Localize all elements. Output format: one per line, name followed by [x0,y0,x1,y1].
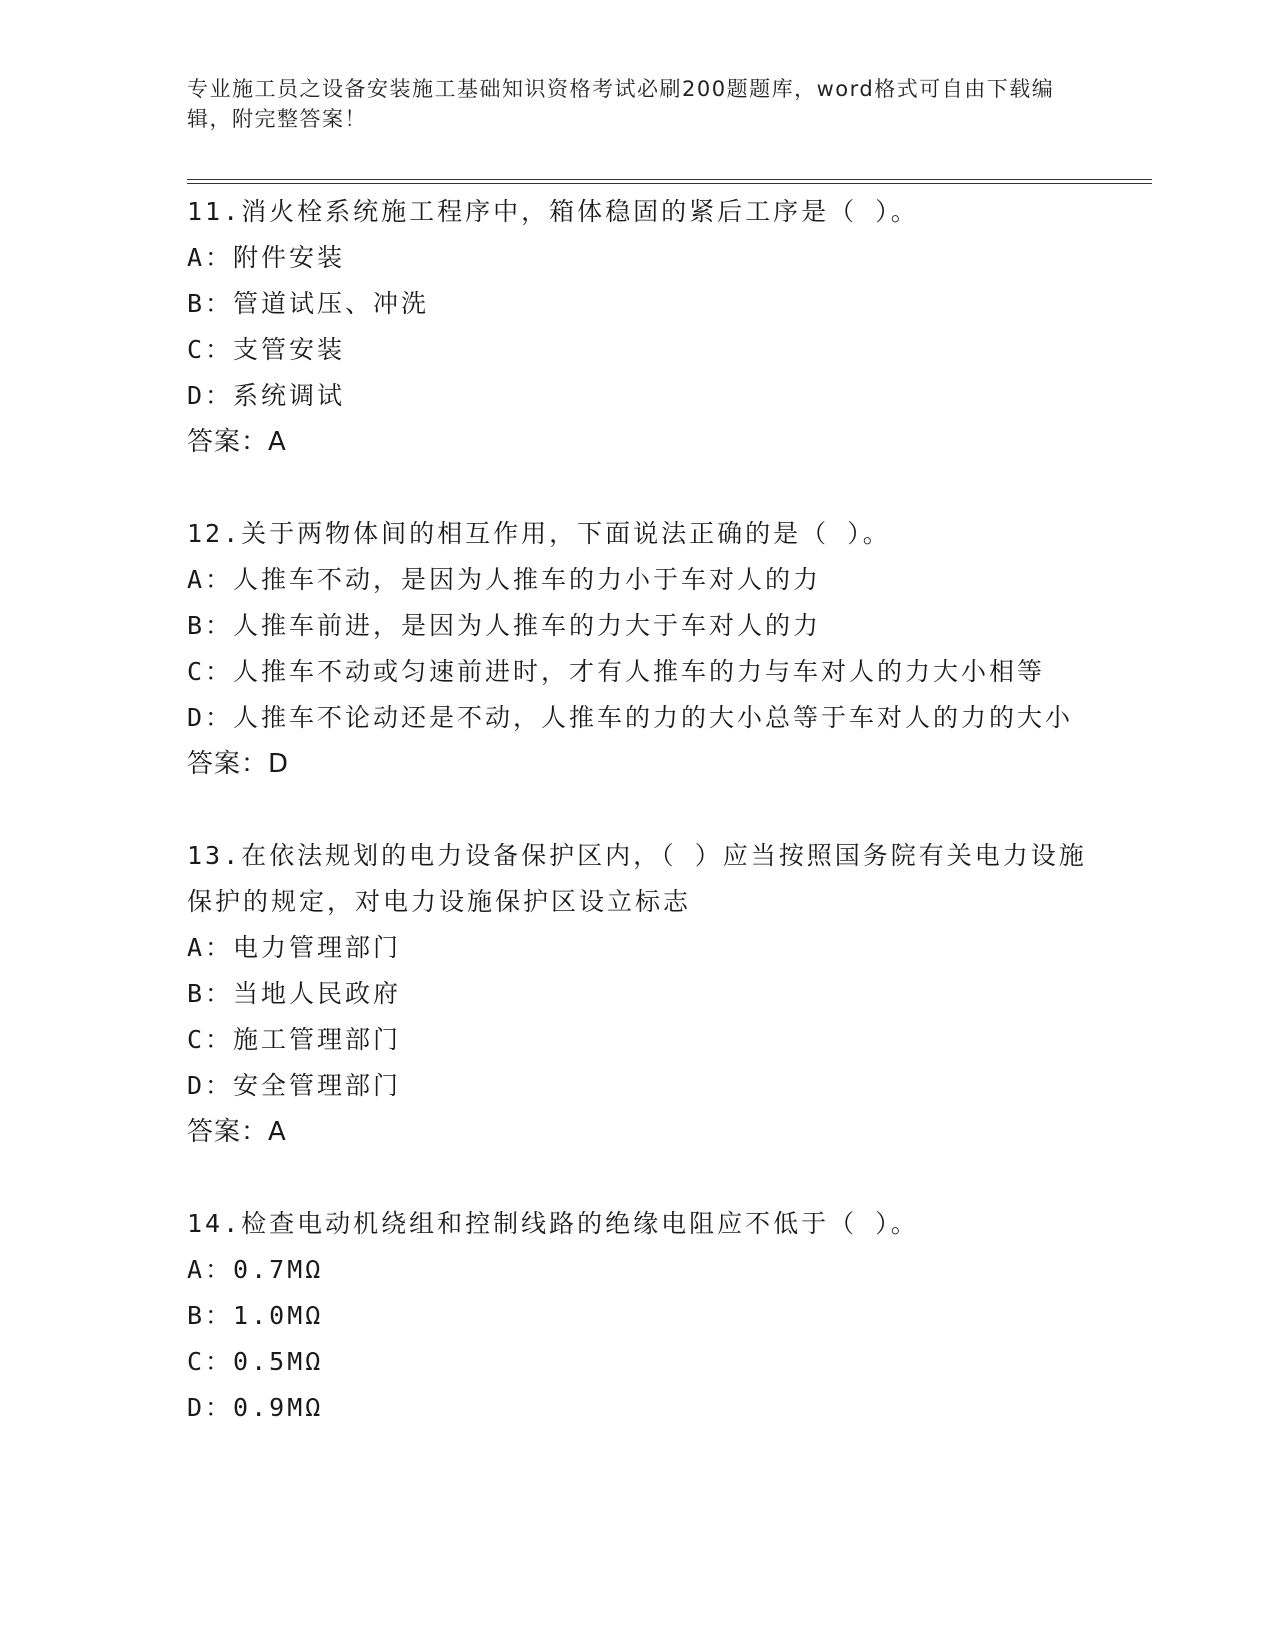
answer-line: 答案：D [187,749,290,779]
option-c: C：人推车不动或匀速前进时，才有人推车的力与车对人的力大小相等 [187,657,1046,686]
option-a: A：电力管理部门 [187,933,402,962]
answer-line: 答案：A [187,1117,287,1147]
option-b: B：1.0MΩ [187,1301,324,1330]
question-list [187,189,1087,1477]
answer-line: 答案：A [187,427,287,457]
question-13 [187,833,1087,1155]
option-c: C：0.5MΩ [187,1347,324,1376]
option-a: A：人推车不动，是因为人推车的力小于车对人的力 [187,565,822,594]
option-d: D：人推车不论动还是不动，人推车的力的大小总等于车对人的力的大小 [187,703,1074,732]
option-d: D：0.9MΩ [187,1393,324,1422]
question-text: 13.在依法规划的电力设备保护区内，（ ）应当按照国务院有关电力设施保护的规定，对电力设施保护区设立标志 [187,841,1087,916]
option-b: B：人推车前进，是因为人推车的力大于车对人的力 [187,611,822,640]
option-b: B：当地人民政府 [187,979,402,1008]
question-12 [187,511,1087,787]
option-c: C：施工管理部门 [187,1025,402,1054]
question-text: 11.消火栓系统施工程序中，箱体稳固的紧后工序是（ ）。 [187,197,919,226]
question-14 [187,1201,1087,1431]
question-11 [187,189,1087,465]
question-text: 12.关于两物体间的相互作用，下面说法正确的是（ ）。 [187,519,891,548]
option-d: D：安全管理部门 [187,1071,402,1100]
option-a: A：附件安装 [187,243,346,272]
option-d: D：系统调试 [187,381,346,410]
option-a: A：0.7MΩ [187,1255,324,1284]
header-divider-bottom [187,183,1152,184]
question-text: 14.检查电动机绕组和控制线路的绝缘电阻应不低于（ ）。 [187,1209,919,1238]
option-c: C：支管安装 [187,335,346,364]
header-divider-top [187,179,1152,180]
option-b: B：管道试压、冲洗 [187,289,430,318]
document-header: 专业施工员之设备安装施工基础知识资格考试必刷200题题库，word格式可自由下载编辑，附完整答案！ [187,77,1055,131]
